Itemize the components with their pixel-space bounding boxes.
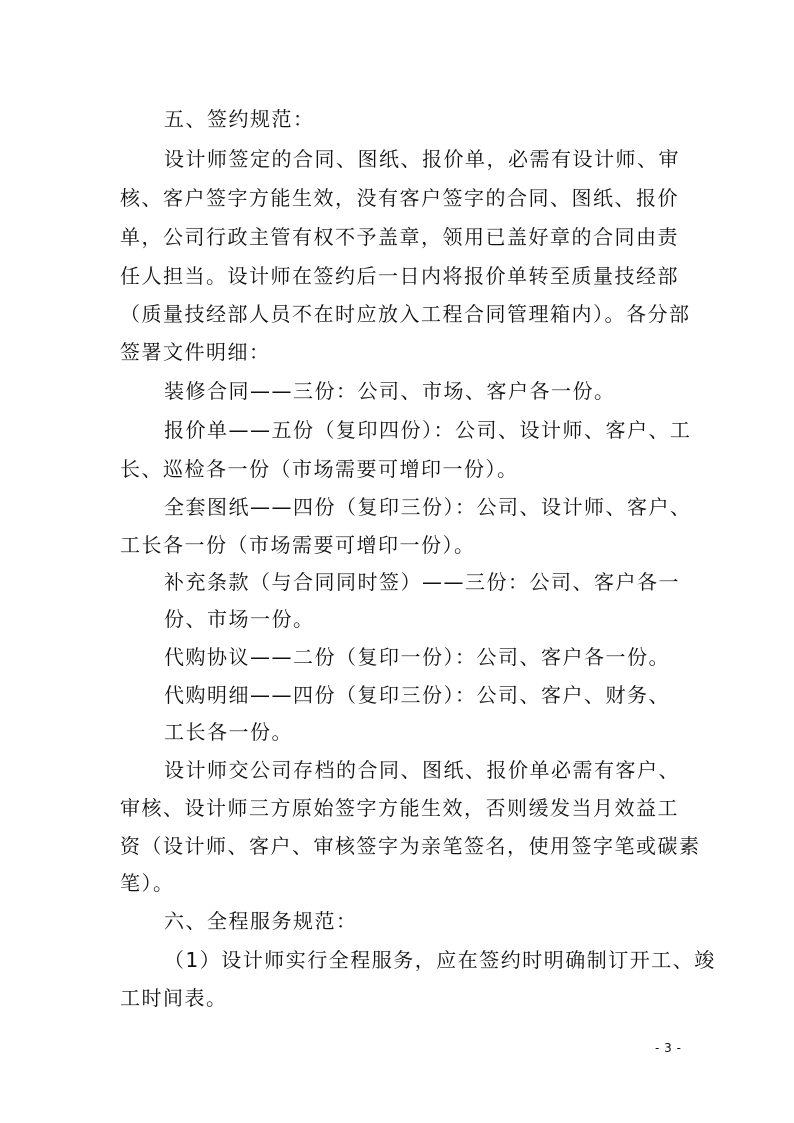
list-item: 装修合同——三份：公司、市场、客户各一份。 <box>164 379 616 403</box>
list-item: 代购明细——四份（复印三份）：公司、客户、财务、 <box>164 683 670 707</box>
paragraph-line: 设计师交公司存档的合同、图纸、报价单必需有客户、 <box>164 758 680 782</box>
paragraph-line: 核、客户签字方能生效，没有客户签字的合同、图纸、报价 <box>120 186 679 210</box>
list-item-continuation: 工长各一份（市场需要可增印一份）。 <box>120 533 476 557</box>
list-item-continuation: 长、巡检各一份（市场需要可增印一份）。 <box>120 457 519 481</box>
list-item: 全套图纸——四份（复印三份）：公司、设计师、客户、 <box>164 495 692 519</box>
section-heading-signing: 五、签约规范： <box>164 107 315 131</box>
paragraph-line: 单，公司行政主管有权不予盖章，领用已盖好章的合同由责 <box>120 225 679 249</box>
list-item: 代购协议——二份（复印一份）：公司、客户各一份。 <box>164 645 670 669</box>
paragraph-line: 工时间表。 <box>120 986 228 1010</box>
paragraph-line: （质量技经部人员不在时应放入工程合同管理箱内）。各分部 <box>120 302 691 326</box>
section-heading-service: 六、全程服务规范： <box>164 909 358 933</box>
paragraph-line: 资（设计师、客户、审核签字为亲笔签名，使用签字笔或碳素 <box>120 834 701 858</box>
paragraph-line: （1）设计师实行全程服务，应在签约时明确制订开工、竣 <box>164 948 716 972</box>
paragraph-line: 任人担当。设计师在签约后一日内将报价单转至质量技经部 <box>120 264 679 288</box>
page-number: - 3 - <box>655 1041 682 1055</box>
paragraph-line: 签署文件明细： <box>120 340 271 364</box>
paragraph-line: 审核、设计师三方原始签字方能生效，否则缓发当月效益工 <box>120 796 679 820</box>
list-item-continuation: 工长各一份。 <box>164 720 293 744</box>
list-item: 补充条款（与合同同时签）——三份：公司、客户各一 <box>164 570 680 594</box>
paragraph-line: 设计师签定的合同、图纸、报价单，必需有设计师、审 <box>164 147 680 171</box>
list-item-continuation: 份、市场一份。 <box>164 607 315 631</box>
paragraph-line: 笔）。 <box>120 871 175 895</box>
list-item: 报价单——五份（复印四份）：公司、设计师、客户、工 <box>164 418 692 442</box>
